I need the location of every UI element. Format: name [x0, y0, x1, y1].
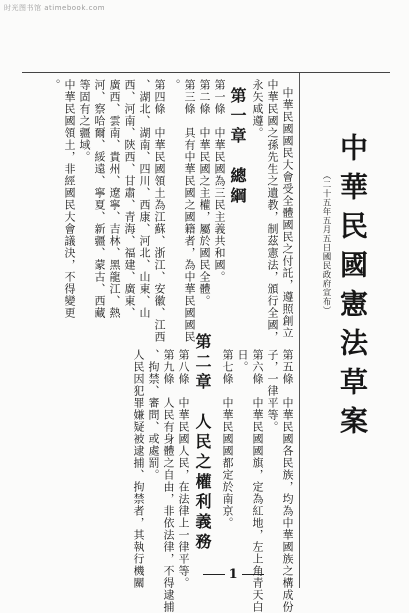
article-9-line-1: 第九條 人民有身體之自由，非依法律，不得逮捕	[162, 349, 175, 613]
article-4-line-6: 等固有之疆域。	[78, 79, 91, 163]
article-7: 第七條 中華民國國都定於南京。	[221, 349, 234, 529]
article-8: 第八條 中華民國人民，在法律上一律平等。	[177, 349, 190, 589]
article-4-line-7: 中華民國領土，非經國民大會議決，不得變更	[63, 79, 76, 319]
preamble-line-1: 中華民國國民大會受全體國民之付託，遵照創立	[281, 87, 294, 339]
article-3-line-1: 第三條 具有中華民國之國籍者，為中華民國國民	[183, 79, 196, 343]
chapter-1-heading: 第一章 總綱	[228, 87, 247, 207]
article-4-line-8: 。	[48, 79, 61, 91]
article-4-line-2: 、湖北、湖南、四川、西康、河北、山東、山	[138, 79, 151, 319]
page-number: 1	[199, 567, 268, 582]
article-4-line-1: 第四條 中華民國領土為江蘇、浙江、安徽、江西	[153, 79, 166, 343]
article-4-line-3: 西、河南、陝西、甘肅、青海、福建、廣東、	[123, 79, 136, 319]
article-1: 第一條 中華民國為三民主義共和國。	[213, 79, 226, 283]
document-subtitle: （二十五年五月五日國民政府宣布）	[321, 171, 331, 315]
title-separator	[299, 73, 300, 588]
preamble-line-2: 中華民國之孫先生之遺教，制茲憲法，頒行全國，	[266, 79, 279, 343]
article-3-line-2: 。	[168, 79, 181, 91]
watermark-text: 时光图书馆 atimebook.com	[4, 4, 106, 12]
article-5-line-1: 第五條 中華民國各民族，均為中華國族之構成份	[281, 349, 294, 613]
document-page	[22, 72, 390, 613]
article-2: 第二條 中華民國之主權，屬於國民全體。	[198, 79, 211, 307]
preamble-line-3: 永矢咸遵。	[251, 79, 264, 139]
chapter-2-heading: 第二章 人民之權利義務	[193, 333, 212, 553]
article-4-line-4: 廣西、雲南、貴州、遼寧、吉林、黑龍江、熱	[108, 79, 121, 319]
article-9-line-3: 人民因犯罪嫌疑被逮捕、拘禁者，其執行機關	[132, 349, 145, 589]
article-9-line-2: 、拘禁、審問、或處罰。	[147, 349, 160, 481]
document-title: 中華民國憲法草案	[336, 133, 369, 445]
article-6-line-1: 第六條 中華民國國旗，定為紅地，左上角青天白	[251, 349, 264, 613]
article-4-line-5: 河、察哈爾、綏遠、寧夏、新疆、蒙古、西藏	[93, 79, 106, 319]
article-5-line-2: 子，一律平等。	[266, 349, 279, 433]
article-6-line-2: 日。	[236, 349, 249, 373]
